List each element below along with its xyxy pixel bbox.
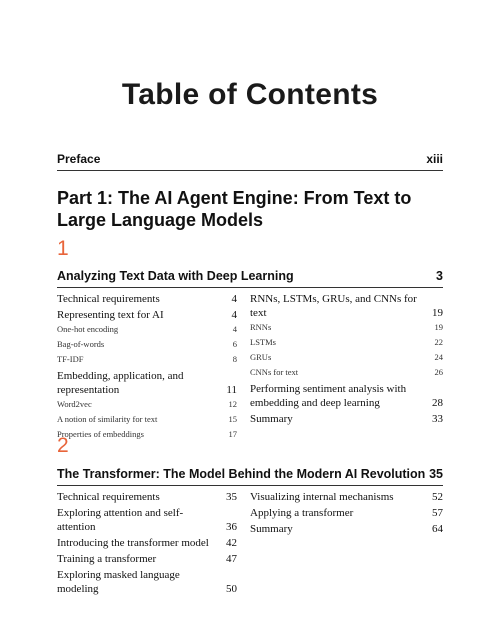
- part-title: Part 1: The AI Agent Engine: From Text to Large Language Models: [57, 188, 412, 230]
- toc-subentry[interactable]: [57, 324, 237, 335]
- toc-entry[interactable]: [57, 536, 237, 550]
- page-title: Table of Contents: [121, 78, 379, 111]
- entry-title: RNNs: [250, 322, 272, 332]
- entry-page: 19: [434, 322, 443, 332]
- toc-subentry[interactable]: [57, 429, 237, 440]
- toc-entry[interactable]: [250, 412, 443, 426]
- toc-entry[interactable]: [57, 552, 237, 566]
- entry-page: 42: [226, 537, 237, 549]
- entry-page: 8: [232, 354, 237, 364]
- entry-page: 52: [432, 491, 443, 503]
- entry-page: 17: [228, 429, 237, 439]
- entry-title: A notion of similarity for text: [57, 414, 158, 424]
- entry-title: Technical requirements: [57, 293, 160, 305]
- entry-page: 4: [231, 293, 237, 305]
- chapter-number: 2: [57, 434, 69, 457]
- entry-title: Technical requirements: [57, 491, 160, 503]
- chapter-title: The Transformer: The Model Behind the Modern AI Revolution: [57, 467, 426, 481]
- entry-page: 50: [226, 583, 237, 595]
- chapter-2-right-column: [250, 490, 443, 538]
- toc-entry[interactable]: [250, 506, 443, 520]
- entry-page: 19: [432, 307, 443, 319]
- chapter-number: 1: [57, 237, 69, 260]
- entry-title: Representing text for AI: [57, 309, 164, 321]
- entry-page: 36: [226, 521, 237, 533]
- toc-subentry[interactable]: [57, 339, 237, 350]
- entry-page: 11: [226, 384, 237, 396]
- entry-page: 4: [231, 309, 237, 321]
- preface-page: xiii: [426, 152, 443, 166]
- entry-title: Summary: [250, 413, 293, 425]
- entry-title: Embedding, application, and representation: [57, 370, 184, 396]
- entry-title: LSTMs: [250, 337, 276, 347]
- chapter-title: Analyzing Text Data with Deep Learning: [57, 269, 294, 283]
- toc-subentry[interactable]: [57, 354, 237, 365]
- entry-title: Performing sentiment analysis with embedding and deep learning: [250, 383, 407, 409]
- toc-entry[interactable]: [57, 568, 237, 596]
- entry-title: TF-IDF: [57, 354, 84, 364]
- entry-title: CNNs for text: [250, 367, 299, 377]
- entry-title: Visualizing internal mechanisms: [250, 491, 394, 503]
- toc-subentry[interactable]: [250, 337, 443, 348]
- entry-page: 33: [432, 413, 443, 425]
- entry-title: Word2vec: [57, 399, 92, 409]
- entry-page: 12: [228, 399, 237, 409]
- chapter-heading[interactable]: [57, 269, 443, 288]
- preface-label: Preface: [57, 152, 101, 166]
- toc-entry[interactable]: [250, 522, 443, 536]
- chapter-1-right-column: [250, 292, 443, 428]
- entry-title: Exploring masked language modeling: [57, 569, 180, 595]
- entry-page: 26: [434, 367, 443, 377]
- toc-entry[interactable]: [57, 369, 237, 397]
- entry-title: RNNs, LSTMs, GRUs, and CNNs for text: [250, 293, 417, 319]
- entry-title: Exploring attention and self-attention: [57, 507, 184, 533]
- toc-entry[interactable]: [57, 292, 237, 306]
- toc-entry[interactable]: [57, 506, 237, 534]
- toc-entry[interactable]: [57, 308, 237, 322]
- toc-entry[interactable]: [250, 490, 443, 504]
- entry-title: Training a transformer: [57, 553, 157, 565]
- chapter-2-left-column: [57, 490, 237, 598]
- entry-title: Applying a transformer: [250, 507, 354, 519]
- chapter-page: 3: [436, 269, 443, 283]
- entry-page: 22: [434, 337, 443, 347]
- entry-title: Properties of embeddings: [57, 429, 144, 439]
- entry-title: GRUs: [250, 352, 272, 362]
- entry-title: One-hot encoding: [57, 324, 119, 334]
- entry-page: 4: [232, 324, 237, 334]
- entry-title: Summary: [250, 523, 293, 535]
- toc-subentry[interactable]: [250, 367, 443, 378]
- entry-page: 28: [432, 397, 443, 409]
- chapter-1-left-column: [57, 292, 237, 444]
- entry-page: 47: [226, 553, 237, 565]
- entry-title: Introducing the transformer model: [57, 537, 209, 549]
- toc-entry[interactable]: [250, 292, 443, 320]
- entry-title: Bag-of-words: [57, 339, 105, 349]
- entry-page: 64: [432, 523, 443, 535]
- toc-entry[interactable]: [250, 382, 443, 410]
- entry-page: 35: [226, 491, 237, 503]
- entry-page: 6: [232, 339, 237, 349]
- toc-subentry[interactable]: [57, 414, 237, 425]
- entry-page: 57: [432, 507, 443, 519]
- entry-page: 24: [434, 352, 443, 362]
- toc-subentry[interactable]: [250, 322, 443, 333]
- toc-subentry[interactable]: [250, 352, 443, 363]
- entry-page: 15: [228, 414, 237, 424]
- chapter-heading[interactable]: [57, 467, 443, 486]
- chapter-page: 35: [429, 467, 443, 481]
- toc-entry[interactable]: [57, 490, 237, 504]
- preface-entry[interactable]: [57, 152, 443, 171]
- toc-subentry[interactable]: [57, 399, 237, 410]
